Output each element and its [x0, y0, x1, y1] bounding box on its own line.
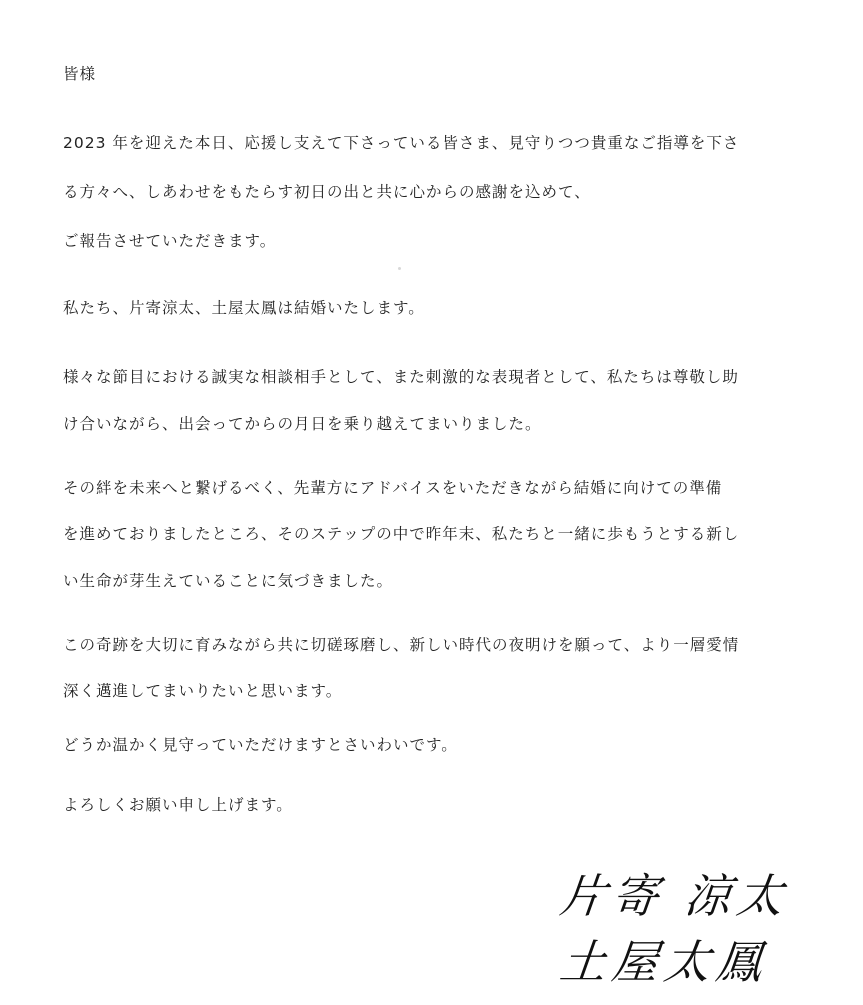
paragraph-line: い生命が芽生えていることに気づきました。: [63, 572, 394, 590]
paragraph-line: よろしくお願い申し上げます。: [63, 796, 293, 814]
paragraph-line: この奇跡を大切に育みながら共に切磋琢磨し、新しい時代の夜明けを願って、より一層愛情: [63, 636, 740, 654]
paragraph-line: 様々な節目における誠実な相談相手として、また刺激的な表現者として、私たちは尊敬し助: [63, 368, 739, 386]
paragraph-line: 2023 年を迎えた本日、応援し支えて下さっている皆さま、見守りつつ貴重なご指導を下さ: [63, 134, 740, 152]
paragraph-line: 深く邁進してまいりたいと思います。: [63, 682, 343, 700]
signature-kataoka: 片寄 涼太: [557, 869, 792, 923]
paper-speck: [398, 267, 401, 270]
paragraph-line: どうか温かく見守っていただけますとさいわいです。: [63, 736, 458, 754]
paragraph-line: る方々へ、しあわせをもたらす初日の出と共に心からの感謝を込めて、: [63, 183, 591, 201]
paragraph-line: 私たち、片寄涼太、土屋太鳳は結婚いたします。: [63, 299, 425, 317]
salutation: 皆様: [63, 65, 97, 83]
paragraph-line: その絆を未来へと繋げるべく、先輩方にアドバイスをいただきながら結婚に向けての準備: [63, 479, 723, 497]
paragraph-line: け合いながら、出会ってからの月日を乗り越えてまいりました。: [63, 415, 542, 433]
paragraph-line: ご報告させていただきます。: [63, 232, 277, 250]
paragraph-line: を進めておりましたところ、そのステップの中で昨年末、私たちと一緒に歩もうとする新し: [63, 525, 740, 543]
signature-tsuchiya: 土屋太鳳: [557, 935, 771, 989]
